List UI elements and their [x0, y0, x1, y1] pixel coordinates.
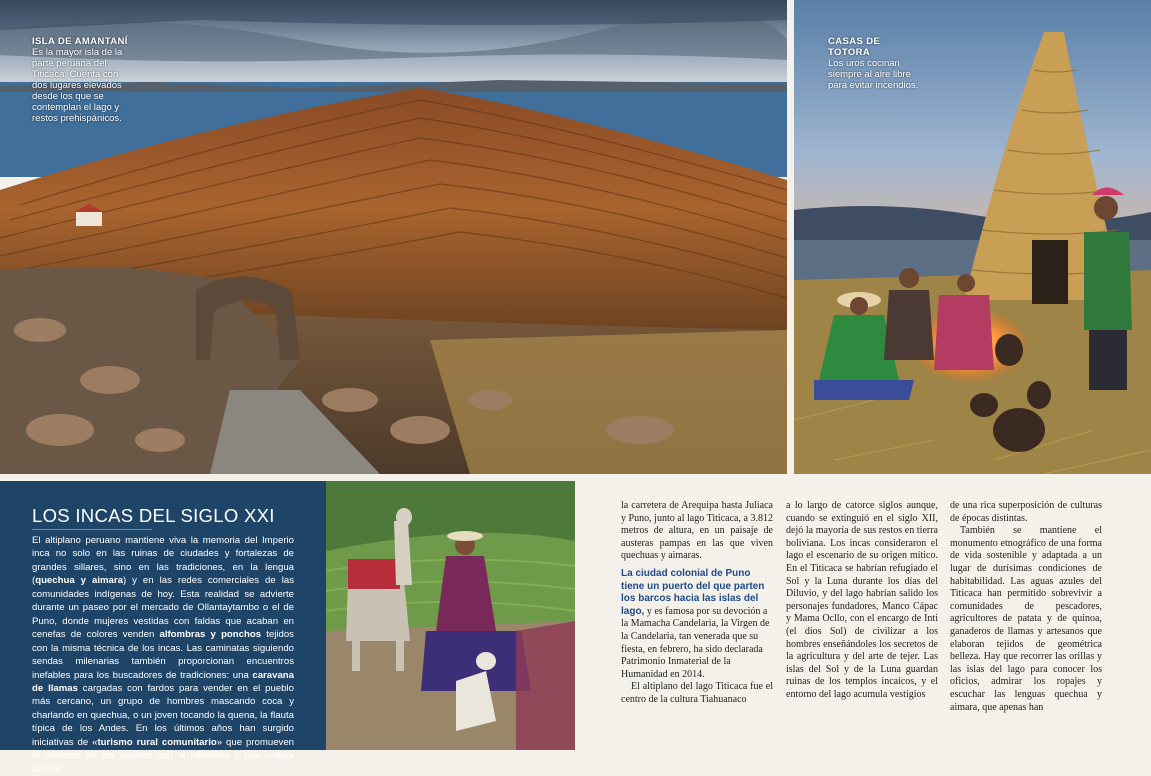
amantani-caption-body: Es la mayor isla de la parte peruana del Titicaca. Cuenta con dos lugares elevados desde los que se contemplan el lago y restos prehispánicos. — [32, 47, 123, 124]
sidebar-bold-2: alfombras y ponchos — [159, 629, 262, 641]
col1-para-3: El altiplano del lago Titicaca fue el centro de la cultura Tiahuanaco — [621, 681, 773, 705]
sidebar-bold-4: turismo rural comunitario — [97, 736, 217, 748]
sidebar-title: LOS INCAS DEL SIGLO XXI — [32, 505, 275, 526]
sidebar-rule — [32, 529, 152, 530]
sidebar-text — [32, 534, 294, 776]
body-column-1 — [621, 500, 773, 707]
sidebar-text-5: » que promueven el contacto de los viajeros con la milenaria y rica cultura andina. — [32, 736, 294, 775]
body-column-3 — [950, 500, 1102, 714]
incas-sidebar — [0, 481, 326, 775]
col3-para-2: También se mantiene el monumento etnográfico de una forma de vida sostenible y adaptada a un lugar de durísimas condiciones de habitabilidad. Las aguas azules del Titicaca han permitido sobrevivir a comunidades de pescadores, agricultores de patata y de quinoa, ganaderos de llamas y artesanos que elaboran tejidos de geométrica belleza. Hay que recorrer las orillas y las islas del lago para conocer los oficios, admirar los ropajes y escuchar las lenguas quechua y aimara, que apenas han — [950, 525, 1102, 713]
sidebar-text-1: El altiplano peruano mantiene viva la memoria del Imperio inca no solo en las ruinas de ciudades y fortalezas de grandes sillares, sino en las tradiciones, en la lengua ( — [32, 535, 294, 587]
amantani-caption-title: ISLA DE AMANTANÍ — [32, 36, 128, 47]
totora-caption-title: CASAS DE TOTORA — [828, 36, 881, 58]
col1-para-1: la carretera de Arequipa hasta Juliaca y Puno, junto al lago Titicaca, a 3.812 metros de altura, en un paisaje de austeras pampas en las que viven quechuas y aimaras. — [621, 500, 773, 562]
llama-photo — [326, 481, 575, 750]
sidebar-bold-3: caravana de llamas — [32, 669, 294, 694]
body-column-2 — [786, 500, 938, 702]
sidebar-bold-1: quechua y aimara — [35, 575, 123, 587]
sidebar-text-3: tejidos con la misma técnica de los incas. Las caminatas siguiendo sendas milenarias también proporcionan encuentros inefables para los buscadores de tradiciones: una — [32, 629, 294, 681]
totora-caption — [828, 36, 920, 91]
col1-highlight-text: La ciudad colonial de Puno tiene un puerto del que parten los barcos hacia las islas del lago, — [621, 567, 765, 617]
sidebar-text-2: ) y en las redes comerciales de las comunidades indígenas de hoy. Esta realidad se advierte durante un paseo por el mercado de Ollantaytambo o el de Puno, donde mujeres vestidas con faldas que acaban en cenefas de colores venden — [32, 575, 294, 641]
col1-highlight — [621, 568, 773, 681]
col1-highlight-cont: y es famosa por su devoción a la Mamacha Candelaria, la Virgen de la Candelaria, tan venerada que su fiesta, en febrero, ha sido declarada Patrimonio Inmaterial de la Humanidad en 2014. — [621, 605, 770, 680]
totora-caption-body: Los uros cocinan siempre al aire libre para evitar incendios. — [828, 58, 919, 91]
col3-para-1: de una rica superposición de culturas de épocas distintas. — [950, 500, 1102, 524]
col2-para: a lo largo de catorce siglos aunque, cuando se extinguió en el siglo XII, dejó la mayoría de sus restos en tierra boliviana. Los incas consideraron el lago el escenario de su origen mítico. En el Titicaca se habrían refugiado el Sol y la Luna durante los días del Diluvio, y del lago habrían salido los personajes fundadores, Manco Cápac y Mama Ocllo, con el encargo de Inti (el dios Sol) de civilizar a los hombres enseñándoles los secretos de la agricultura y del arte de tejer. Las islas del Sol y de la Luna guardan ruinas de los templos incaicos, y el entorno del lago acumula vestigios — [786, 500, 938, 700]
sidebar-text-4: cargadas con fardos para vender en el pueblo más cercano, un grupo de hombres mascando coca y charlando en quechua, o un joven tocando la quena, la flauta típica de los Andes. En los últimos años han surgido iniciativas de « — [32, 682, 294, 748]
amantani-caption — [32, 36, 132, 124]
